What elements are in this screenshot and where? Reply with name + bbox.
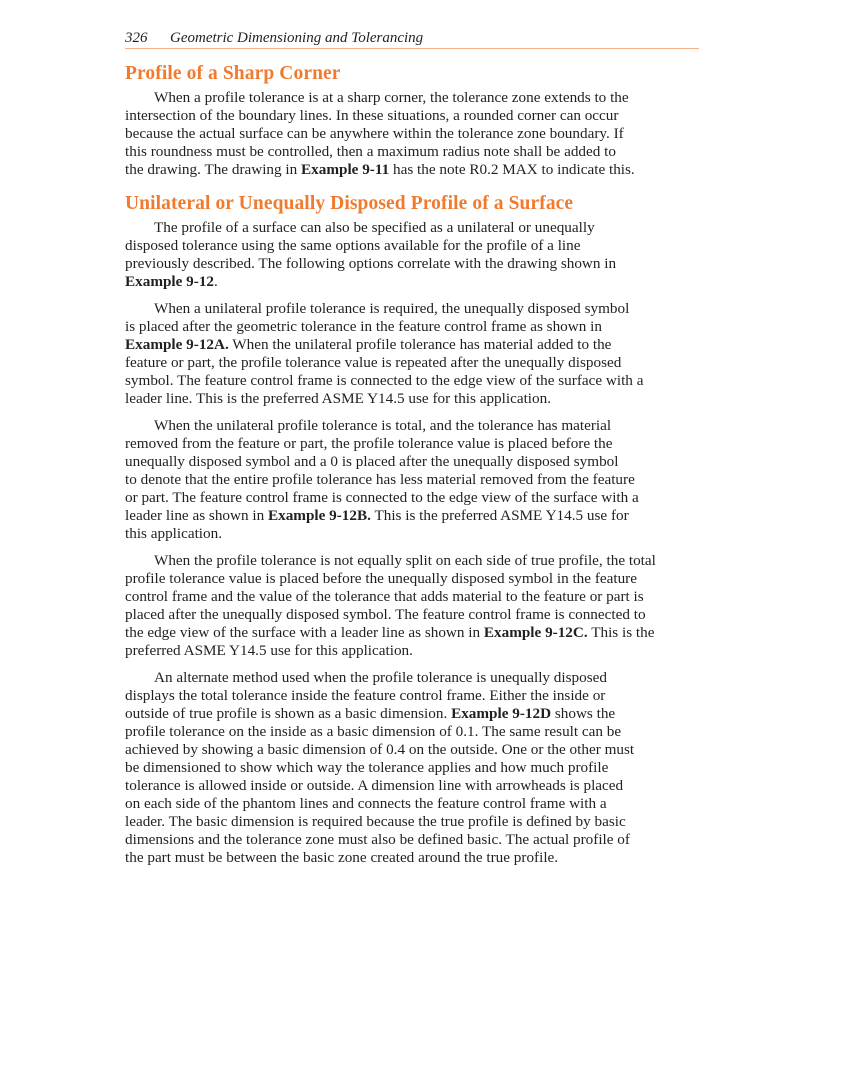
text-run: the drawing. The drawing in [125, 161, 302, 178]
text-run: When the unilateral profile tolerance has material added to the [228, 336, 612, 353]
text-line: The profile of a surface can also be specified as a unilateral or unequally [154, 219, 595, 236]
text-line: removed from the feature or part, the profile tolerance value is placed before the [125, 435, 613, 452]
text-line [125, 624, 705, 642]
example-reference: Example 9-12D [451, 705, 552, 722]
text-line: When a profile tolerance is at a sharp corner, the tolerance zone extends to the [154, 89, 629, 106]
paragraph [125, 219, 705, 291]
text-line: intersection of the boundary lines. In these situations, a rounded corner can occur [125, 107, 619, 124]
paragraph [125, 417, 705, 543]
text-line: When the unilateral profile tolerance is total, and the tolerance has material [154, 417, 612, 434]
text-run: . [214, 273, 218, 290]
example-reference: Example 9-12 [125, 273, 215, 290]
text-line: When a unilateral profile tolerance is required, the unequally disposed symbol [154, 300, 630, 317]
section-heading: Unilateral or Unequally Disposed Profile of a Surface [125, 193, 574, 214]
text-line: previously described. The following options correlate with the drawing shown in [125, 255, 617, 272]
text-line: profile tolerance value is placed before the unequally disposed symbol in the feature [125, 570, 637, 587]
example-reference: Example 9-12B. [267, 507, 371, 524]
text-line [125, 161, 705, 179]
text-line: profile tolerance on the inside as a basic dimension of 0.1. The same result can be [125, 723, 622, 740]
text-line: dimensions and the tolerance zone must also be defined basic. The actual profile of [125, 831, 630, 848]
text-run: This is the [587, 624, 655, 641]
text-line [125, 507, 705, 525]
text-run: has the note R0.2 MAX to indicate this. [389, 161, 635, 178]
page-body [125, 61, 705, 876]
paragraph [125, 552, 705, 660]
text-line: this roundness must be controlled, then a maximum radius note shall be added to [125, 143, 616, 160]
text-line: the part must be between the basic zone created around the true profile. [125, 849, 559, 866]
paragraph [125, 300, 705, 408]
example-reference: Example 9-12C. [483, 624, 588, 641]
text-line: to denote that the entire profile tolerance has less material removed from the feature [125, 471, 635, 488]
paragraph [125, 669, 705, 867]
text-line: feature or part, the profile tolerance value is repeated after the unequally disposed [125, 354, 622, 371]
section-heading: Profile of a Sharp Corner [125, 63, 341, 84]
paragraph [125, 89, 705, 179]
text-line: unequally disposed symbol and a 0 is placed after the unequally disposed symbol [125, 453, 619, 470]
running-title: Geometric Dimensioning and Tolerancing [170, 30, 424, 46]
example-reference: Example 9-12A. [125, 336, 229, 353]
text-line [125, 336, 705, 354]
text-line: When the profile tolerance is not equally split on each side of true profile, the total [154, 552, 656, 569]
text-line: or part. The feature control frame is connected to the edge view of the surface with a [125, 489, 639, 506]
text-run: leader line as shown in [125, 507, 268, 524]
text-line: An alternate method used when the profile tolerance is unequally disposed [154, 669, 607, 686]
running-header [125, 29, 699, 49]
text-line [125, 705, 705, 723]
text-line: tolerance is allowed inside or outside. A dimension line with arrowheads is placed [125, 777, 624, 794]
text-line: on each side of the phantom lines and connects the feature control frame with a [125, 795, 607, 812]
text-line: placed after the unequally disposed symbol. The feature control frame is connected to [125, 606, 646, 623]
text-line: preferred ASME Y14.5 use for this application. [125, 642, 413, 659]
text-line: disposed tolerance using the same options available for the profile of a line [125, 237, 581, 254]
text-run: shows the [551, 705, 616, 722]
text-line: displays the total tolerance inside the feature control frame. Either the inside or [125, 687, 606, 704]
text-run: the edge view of the surface with a leader line as shown in [125, 624, 484, 641]
text-run: outside of true profile is shown as a basic dimension. [125, 705, 452, 722]
text-line: because the actual surface can be anywhere within the tolerance zone boundary. If [125, 125, 624, 142]
text-line: control frame and the value of the tolerance that adds material to the feature or part is [125, 588, 644, 605]
text-line: is placed after the geometric tolerance in the feature control frame as shown in [125, 318, 602, 335]
text-line: this application. [125, 525, 223, 542]
page-number: 326 [125, 30, 148, 46]
text-line [125, 273, 705, 291]
text-line: leader line. This is the preferred ASME Y14.5 use for this application. [125, 390, 551, 407]
text-line: symbol. The feature control frame is connected to the edge view of the surface with a [125, 372, 644, 389]
text-line: leader. The basic dimension is required because the true profile is defined by basic [125, 813, 626, 830]
text-run: This is the preferred ASME Y14.5 use for [370, 507, 629, 524]
example-reference: Example 9-11 [301, 161, 390, 178]
text-line: achieved by showing a basic dimension of 0.4 on the outside. One or the other must [125, 741, 635, 758]
text-line: be dimensioned to show which way the tolerance applies and how much profile [125, 759, 609, 776]
